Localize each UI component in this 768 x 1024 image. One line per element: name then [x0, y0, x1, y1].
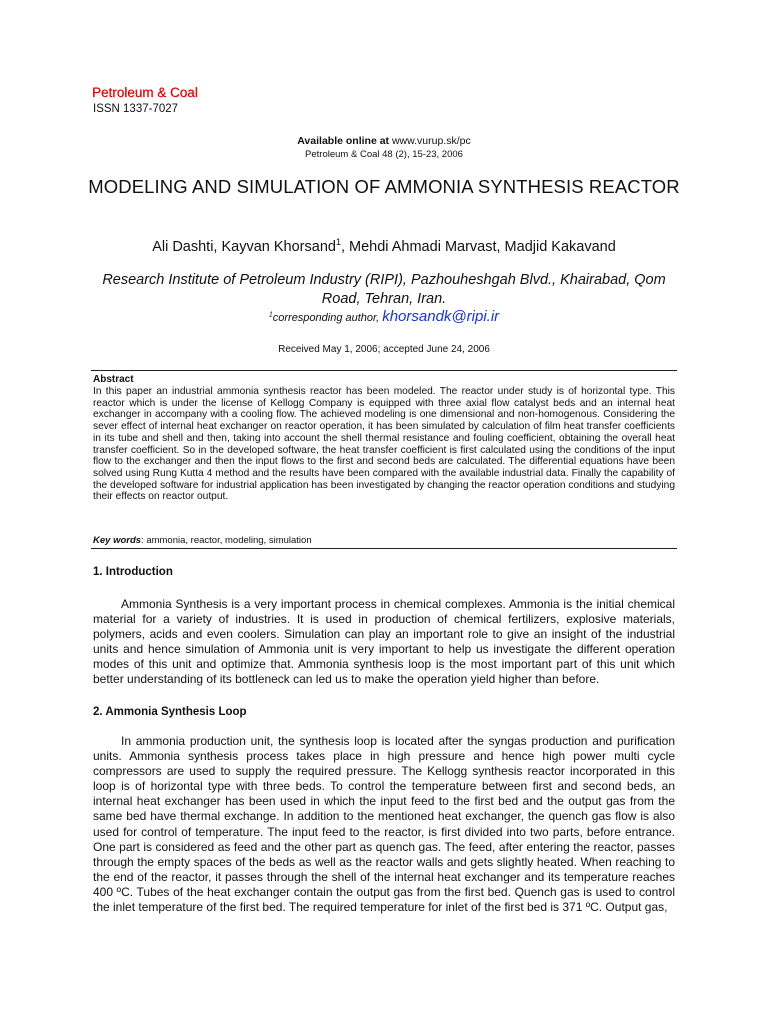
keywords-label: Key words	[93, 535, 142, 546]
author-email-link[interactable]: khorsandk@ripi.ir	[382, 308, 500, 325]
section-heading-synthesis-loop: 2. Ammonia Synthesis Loop	[93, 706, 247, 718]
authors	[0, 237, 768, 255]
journal-name: Petroleum & Coal	[92, 85, 198, 100]
keywords	[93, 535, 312, 546]
authors-first: Ali Dashti, Kayvan Khorsand	[152, 238, 336, 255]
abstract-heading: Abstract	[93, 374, 134, 385]
author-superscript: 1	[335, 237, 341, 247]
received-dates: Received May 1, 2006; accepted June 24, 2006	[278, 344, 490, 355]
availability-line	[0, 135, 768, 147]
journal-url[interactable]: www.vurup.sk/pc	[391, 135, 471, 147]
paper-title: MODELING AND SIMULATION OF AMMONIA SYNTHESIS REACTOR	[88, 176, 680, 197]
corresponding-author	[0, 308, 768, 325]
corresponding-label: corresponding author,	[272, 312, 383, 324]
abstract-top-rule	[91, 370, 677, 371]
authors-rest: , Mehdi Ahmadi Marvast, Madjid Kakavand	[340, 238, 616, 255]
citation: Petroleum & Coal 48 (2), 15-23, 2006	[305, 149, 463, 160]
availability-label: Available online at	[297, 135, 390, 147]
affiliation: Research Institute of Petroleum Industry (RIPI), Pazhouheshgah Blvd., Khairabad, Qom Road, Tehran, Iran.	[102, 272, 666, 307]
section-heading-introduction: 1. Introduction	[93, 566, 173, 578]
section-text-synthesis-loop: In ammonia production unit, the synthesis loop is located after the syngas production and purification units. Ammonia synthesis process takes place in high pressure and hence high power multi cycle compressors are used to supply the required pressure. The Kellogg synthesis reactor incorporated in this loop is of horizontal type with three beds. To control the temperature between first and second beds, an internal heat exchanger has been used in which the input feed to the first bed and the output gas from the same bed have thermal exchange. In addition to the mentioned heat exchanger, the quench gas flow is also used for control of temperature. The input feed to the reactor, is first divided into two parts, before entrance. One part is considered as feed and the other part as quench gas. The feed, after entering the reactor, passes through the empty spaces of the beds as well as the reactor walls and gets slightly heated. When reaching to the end of the reactor, it passes through the shell of the internal heat exchanger and its temperature reaches 400 ºC. Tubes of the heat exchanger contain the output gas from the first bed. Quench gas is used to control the inlet temperature of the first bed. The required temperature for inlet of the first bed is 371 ºC. Output gas,	[93, 734, 675, 915]
issn: ISSN 1337-7027	[93, 103, 179, 115]
abstract-text: In this paper an industrial ammonia synthesis reactor has been modeled. The reactor under study is of horizontal type. This reactor which is under the license of Kellogg Company is equipped with three axial flow catalyst beds and an internal heat exchanger in accompany with a cooling flow. The achieved modeling is one dimensional and non-homogenous. Considering the sever effect of internal heat exchanger on reactor operation, it has been simulated by calculation of film heat transfer coefficients in its tube and shell and then, taking into account the shell thermal resistance and fouling coefficient, obtaining the overall heat transfer coefficient. So in the developed software, the heat transfer coefficient is first calculated using the conditions of the input flow to the exchanger and then the input flows to the first and second beds are calculated. The differential equations have been solved using Rung Kutta 4 method and the results have been compared with the available industrial data. Finally the capability of the developed software for industrial application has been investigated by changing the reactor operation conditions and studying their effects on reactor output.	[93, 386, 675, 503]
keywords-bottom-rule	[91, 548, 677, 549]
section-text-introduction: Ammonia Synthesis is a very important process in chemical complexes. Ammonia is the initial chemical material for a variety of industries. It is used in production of chemical fertilizers, explosive materials, polymers, acids and even coolers. Simulation can play an important role to give an insight of the industrial units and hence simulation of Ammonia unit is very important to help us investigate the different operation modes of this unit and optimize that. Ammonia synthesis loop is the most important part of this unit which better understanding of its bottleneck can led us to make the operation yield higher than before.	[93, 597, 675, 687]
corresponding-superscript: 1	[268, 311, 273, 319]
keywords-value: : ammonia, reactor, modeling, simulation	[141, 535, 312, 546]
